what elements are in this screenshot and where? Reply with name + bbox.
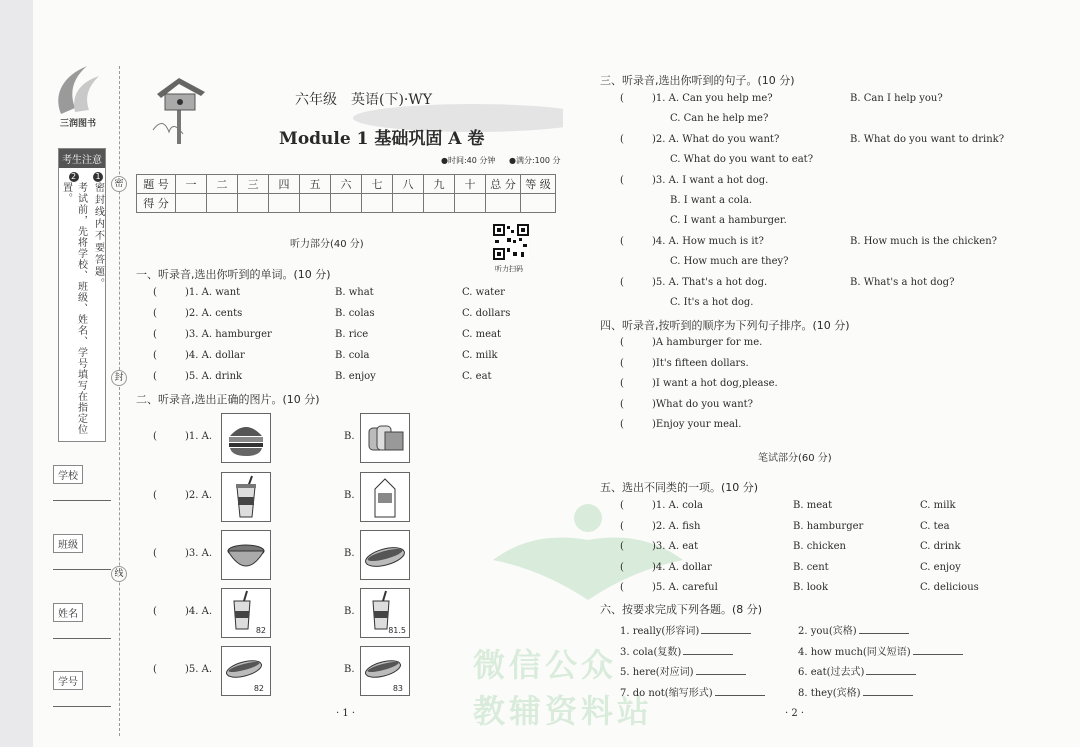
list-item: ( )I want a hot dog,please. <box>620 378 778 389</box>
list-item: ( )3. A. I want a hot dog. <box>620 175 769 186</box>
school-input-line[interactable] <box>53 484 111 501</box>
notice-box <box>58 148 106 442</box>
section-5-list <box>620 500 1040 603</box>
list-item: C. What do you want to eat? <box>670 154 814 165</box>
list-item: ( )2. A. fish B. hamburger C. tea <box>620 520 950 532</box>
field-name: 姓名 <box>53 602 111 639</box>
hamburger-icon <box>222 414 270 462</box>
exam-paper <box>33 0 1080 747</box>
milk-carton-picture <box>360 472 410 522</box>
section-3-list <box>620 93 1040 318</box>
seal-line <box>119 66 120 736</box>
list-item: ( )It's fifteen dollars. <box>620 357 749 369</box>
list-item: 7. do not(缩写形式) 8. they(宾格) <box>620 684 1040 705</box>
list-item: ( )Enjoy your meal. <box>620 419 742 430</box>
list-item: ( )5. A. drink B. enjoy C. eat <box>153 371 492 382</box>
watermark: 微信公众 教辅资料站 <box>473 500 703 747</box>
bread-picture <box>360 413 410 463</box>
hot-dog-price-82-picture: 82 <box>221 646 271 696</box>
list-item: ( )What do you want? <box>620 398 754 410</box>
time-limit: ●时间:40 分钟 <box>441 156 496 165</box>
field-class: 班级 <box>53 533 111 570</box>
field-school: 学校 <box>53 464 111 501</box>
cola-price-81-5-picture: 81.5 <box>360 588 410 638</box>
field-student-no: 学号 <box>53 670 111 707</box>
list-item: ( )3. A. eat B. chicken C. drink <box>620 541 961 552</box>
seal-char-2: 封 <box>111 370 127 386</box>
qr-label: 听力扫码 <box>495 265 523 273</box>
hot-dog-icon <box>361 531 409 579</box>
list-item: ( )5. A. That's a hot dog. B. What's a hot dog? <box>620 277 955 288</box>
list-item: 3. cola(复数) 4. how much(同义短语) <box>620 643 1040 664</box>
hot-dog-picture <box>360 530 410 580</box>
list-item: ( )1. A. want B. what C. water <box>153 287 505 298</box>
section-2-row-3: ( )3. A. B. <box>153 530 553 584</box>
list-item: C. How much are they? <box>670 256 789 267</box>
seal-char-1: 密 <box>111 176 127 192</box>
list-item: ( )4. A. How much is it? B. How much is the chicken? <box>620 236 998 247</box>
rice-bowl-picture <box>221 530 271 580</box>
page-number-2: · 2 · <box>785 708 805 719</box>
grade-subject: 六年级 英语(下)·WY <box>295 92 433 108</box>
exam-title: Module 1 基础巩固 A 卷 <box>279 129 485 149</box>
name-input-line[interactable] <box>53 622 111 639</box>
list-item: ( )4. A. dollar B. cent C. enjoy <box>620 561 961 573</box>
section-1-list <box>153 287 553 392</box>
bread-icon <box>361 414 409 462</box>
section-6-list <box>620 622 1040 704</box>
seal-char-3: 线 <box>111 566 127 582</box>
section-2-row-2: ( )2. A. B. <box>153 472 553 526</box>
page-number-1: · 1 · <box>336 708 356 719</box>
list-item: ( )1. A. Can you help me? B. Can I help you? <box>620 93 943 104</box>
publisher-logo <box>53 64 103 129</box>
cola-price-82-picture: 82 <box>221 588 271 638</box>
hamburger-picture <box>221 413 271 463</box>
written-section-title: 笔试部分(60 分) <box>758 453 832 464</box>
section-2-title: 二、听录音,选出正确的图片。(10 分) <box>136 393 320 406</box>
listening-section-title: 听力部分(40 分) <box>290 239 364 250</box>
section-4-list <box>620 337 1040 440</box>
section-2-row-1: ( )1. A. B. <box>153 413 553 467</box>
section-4-title: 四、听录音,按听到的顺序为下列句子排序。(10 分) <box>600 319 850 332</box>
class-input-line[interactable] <box>53 553 111 570</box>
score-table-score-row: 得 分 <box>137 194 556 213</box>
list-item: B. I want a cola. <box>670 195 753 206</box>
list-item: 5. here(对应词) 6. eat(过去式) <box>620 663 1040 684</box>
notice-title: 考生注意 <box>59 149 105 168</box>
list-item: ( )3. A. hamburger B. rice C. meat <box>153 329 502 340</box>
list-item: 1. really(形容词) 2. you(宾格) <box>620 622 1040 643</box>
section-2-row-4: ( )4. A. 82 B. 81.5 <box>153 588 553 642</box>
list-item: C. Can he help me? <box>670 113 769 124</box>
notice-item-1: 1 密封线内不要答题。 <box>92 172 104 290</box>
logo-text: 三润图书 <box>59 119 96 129</box>
notice-item-2: 2 考试前，先将学校、班级、姓名、学号填写在指定位置。 <box>60 172 87 435</box>
score-table <box>136 174 556 213</box>
list-item: C. I want a hamburger. <box>670 215 787 226</box>
check-icon: ● <box>509 156 516 165</box>
list-item: ( )5. A. careful B. look C. delicious <box>620 582 979 593</box>
section-5-title: 五、选出不同类的一项。(10 分) <box>600 481 759 494</box>
list-item: C. It's a hot dog. <box>670 297 754 308</box>
hot-dog-price-83-picture: 83 <box>360 646 410 696</box>
list-item: ( )4. A. dollar B. cola C. milk <box>153 350 498 361</box>
student-no-input-line[interactable] <box>53 690 111 707</box>
list-item: ( )2. A. What do you want? B. What do you want to drink? <box>620 134 1005 145</box>
section-1-title: 一、听录音,选出你听到的单词。(10 分) <box>136 268 331 281</box>
qr-code[interactable] <box>493 224 529 260</box>
section-2-row-5: ( )5. A. 82 B. 83 <box>153 646 553 700</box>
cola-cup-picture <box>221 472 271 522</box>
flame-logo-icon <box>53 64 103 116</box>
list-item: ( )1. A. cola B. meat C. milk <box>620 500 956 511</box>
list-item: ( )A hamburger for me. <box>620 337 763 348</box>
list-item: ( )2. A. cents B. colas C. dollars <box>153 308 511 319</box>
bowl-icon <box>222 531 270 579</box>
clock-icon: ● <box>441 156 448 165</box>
score-table-header-row: 题 号 一 二 三 四 五 六 七 八 九 十 总 分 等 级 <box>137 175 556 194</box>
milk-carton-icon <box>361 473 409 521</box>
cola-cup-icon <box>222 473 270 521</box>
full-score: ●满分:100 分 <box>509 156 561 165</box>
qr-code-icon <box>493 224 529 260</box>
section-3-title: 三、听录音,选出你听到的句子。(10 分) <box>600 74 795 87</box>
section-6-title: 六、按要求完成下列各题。(8 分) <box>600 603 763 616</box>
